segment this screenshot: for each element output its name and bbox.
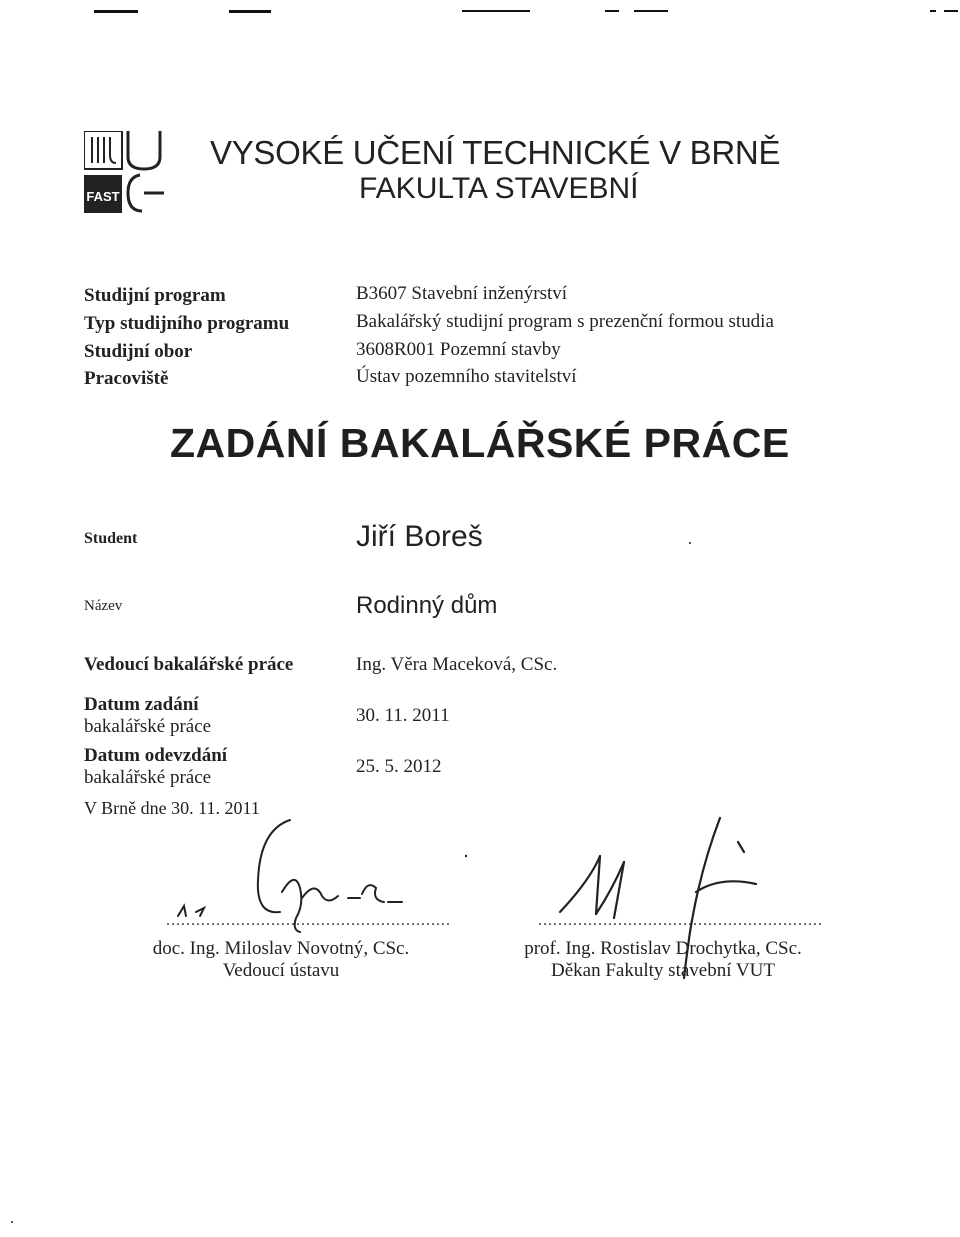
department-value: Ústav pozemního stavitelství: [356, 366, 577, 387]
supervisor-value: Ing. Věra Maceková, CSc.: [356, 654, 558, 675]
thesis-name-label: Název: [84, 598, 123, 614]
student-name: Jiří Boreš: [356, 520, 483, 553]
left-signature-line: .........................................................: [166, 912, 451, 929]
assignment-date-label-line2: bakalářské práce: [84, 716, 212, 737]
thesis-name-value: Rodinný dům: [356, 592, 498, 619]
program-label: Studijní program: [84, 285, 226, 306]
supervisor-label: Vedoucí bakalářské práce: [84, 654, 294, 675]
program-type-value: Bakalářský studijní program s prezenční formou studia: [356, 311, 774, 332]
field-of-study-label: Studijní obor: [84, 341, 193, 362]
student-label: Student: [84, 530, 138, 547]
assignment-date-value: 30. 11. 2011: [356, 705, 450, 726]
right-signature-line: .........................................................: [538, 912, 823, 929]
faculty-name: FAKULTA STAVEBNÍ: [359, 172, 639, 205]
program-type-label: Typ studijního programu: [84, 313, 290, 334]
logo-text: FAST: [86, 189, 120, 204]
left-signatory-name: doc. Ing. Miloslav Novotný, CSc.: [152, 938, 410, 959]
department-label: Pracoviště: [84, 368, 169, 389]
right-signatory-role: Děkan Fakulty stavební VUT: [551, 960, 775, 981]
university-name: VYSOKÉ UČENÍ TECHNICKÉ V BRNĚ: [210, 134, 781, 171]
assignment-date-label-line1: Datum zadání: [84, 694, 199, 715]
field-of-study-value: 3608R001 Pozemní stavby: [356, 339, 561, 360]
submission-date-value: 25. 5. 2012: [356, 756, 442, 777]
left-signatory-role: Vedoucí ústavu: [222, 960, 340, 981]
right-signatory-name: prof. Ing. Rostislav Drochytka, CSc.: [524, 938, 802, 959]
submission-date-label-line1: Datum odevzdání: [84, 745, 228, 766]
program-value: B3607 Stavební inženýrství: [356, 283, 568, 304]
submission-date-label-line2: bakalářské práce: [84, 767, 212, 788]
place-and-date: V Brně dne 30. 11. 2011: [84, 798, 260, 818]
document-title: ZADÁNÍ BAKALÁŘSKÉ PRÁCE: [170, 420, 790, 466]
